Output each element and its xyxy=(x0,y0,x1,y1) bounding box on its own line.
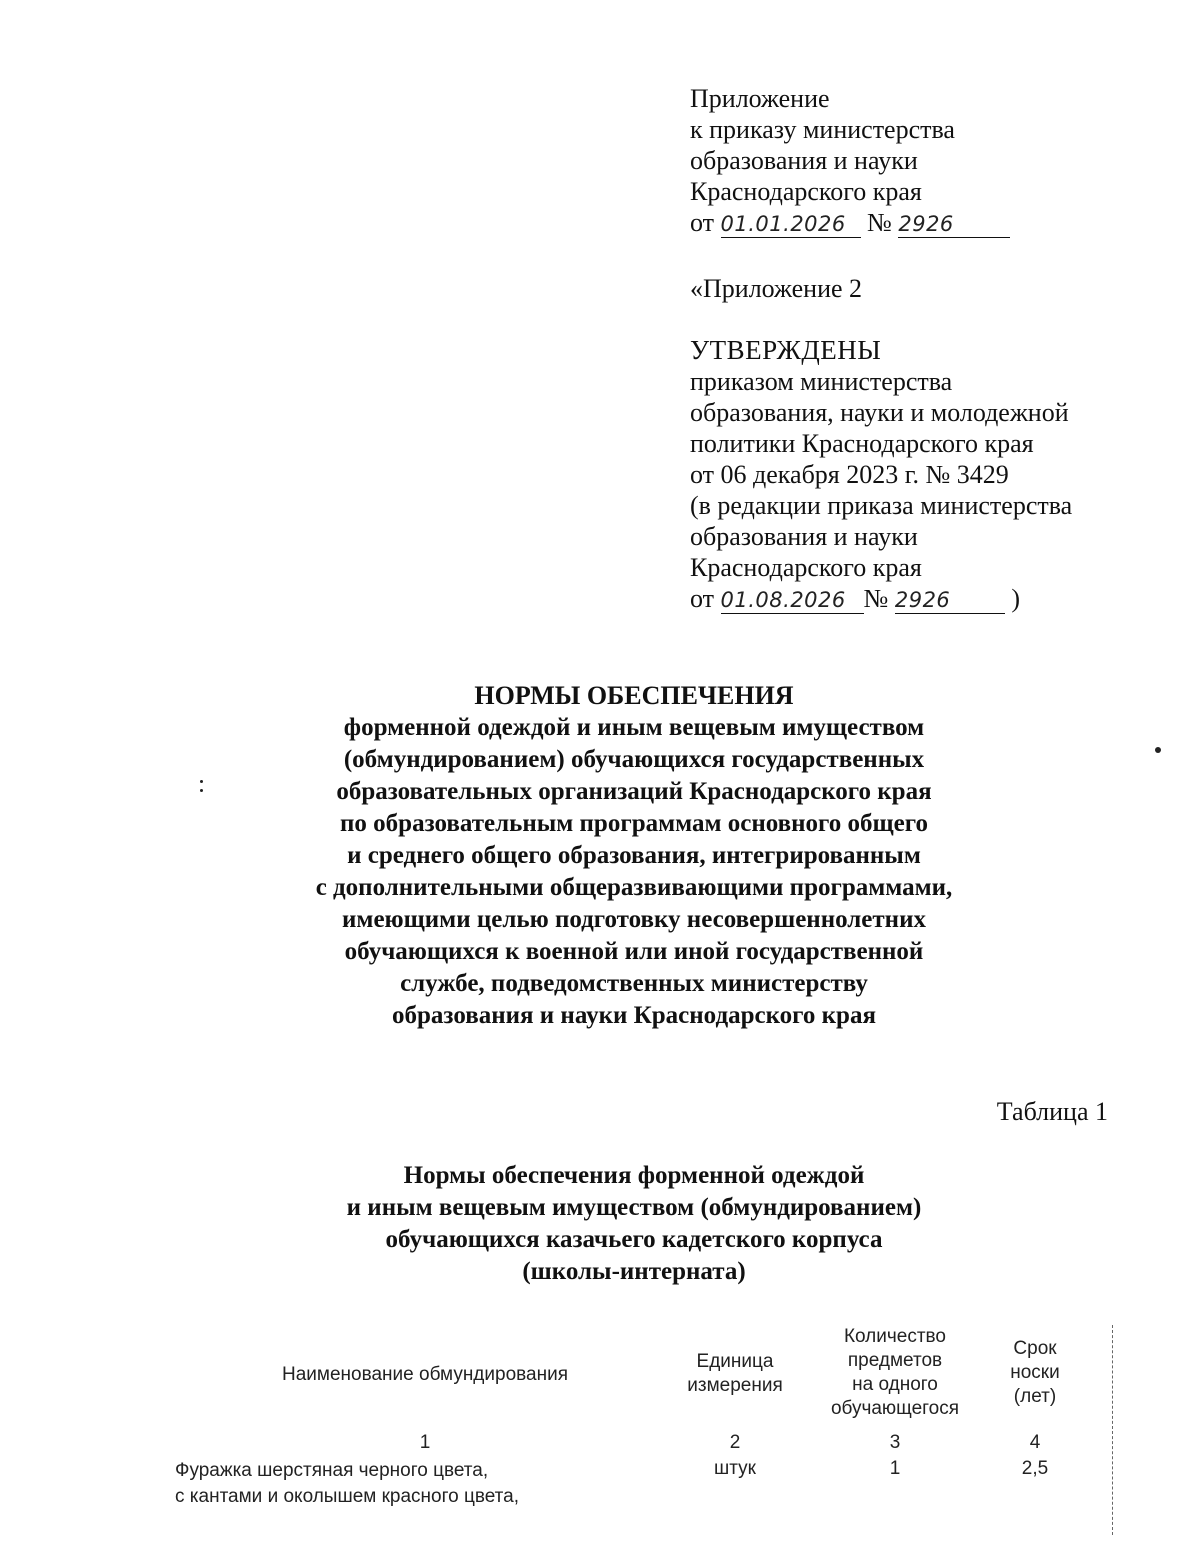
document-title xyxy=(200,680,1068,1032)
header-text: Наименование обмундирования xyxy=(282,1364,568,1385)
item-name xyxy=(175,1458,675,1510)
header-unit xyxy=(670,1350,800,1398)
header-text: носки xyxy=(1010,1362,1060,1383)
approved-line: политики Краснодарского края xyxy=(690,429,1034,458)
header-text: на одного xyxy=(852,1374,938,1395)
appendix-line: образования и науки xyxy=(690,146,918,175)
approved-block xyxy=(690,335,1072,614)
number-prefix: № xyxy=(867,208,892,237)
table-title xyxy=(200,1160,1068,1288)
title-line: обучающихся к военной или иной государственной xyxy=(344,938,924,965)
title-line: и среднего общего образования, интегрированным xyxy=(347,842,921,869)
table-title-line: (школы-интерната) xyxy=(522,1258,746,1285)
handwritten-number: 2926 xyxy=(898,212,954,236)
appendix-2-label: «Приложение 2 xyxy=(690,274,863,303)
item-quantity: 1 xyxy=(889,1458,901,1479)
item-unit: штук xyxy=(714,1458,756,1479)
table-row xyxy=(175,1458,1095,1518)
column-numbers-row xyxy=(175,1432,1095,1458)
approved-line: от 06 декабря 2023 г. № 3429 xyxy=(690,460,1009,489)
appendix-line: Краснодарского края xyxy=(690,177,922,206)
title-line: (обмундированием) обучающихся государственных xyxy=(343,746,925,773)
item-name-line: с кантами и околышем красного цвета, xyxy=(175,1486,520,1507)
column-number: 3 xyxy=(889,1432,901,1453)
handwritten-date: 01.08.2026 xyxy=(720,588,846,612)
scan-speck xyxy=(200,780,203,783)
date-prefix: от xyxy=(690,208,715,237)
date-prefix: от xyxy=(690,584,715,613)
title-line: образования и науки Краснодарского края xyxy=(392,1002,876,1029)
approved-line: приказом министерства xyxy=(690,367,953,396)
scan-speck xyxy=(1155,747,1161,753)
header-text: Срок xyxy=(1013,1338,1057,1359)
title-line: службе, подведомственных министерству xyxy=(400,970,868,997)
table-header xyxy=(175,1322,1095,1432)
title-line: имеющими целью подготовку несовершеннолетних xyxy=(342,906,926,933)
table-number: Таблица 1 xyxy=(996,1097,1108,1126)
number-prefix: № xyxy=(863,584,889,613)
approved-date-line xyxy=(690,583,1072,614)
header-term xyxy=(995,1337,1075,1409)
header-text: Количество xyxy=(843,1326,947,1347)
approved-line: образования и науки xyxy=(690,522,918,551)
item-term: 2,5 xyxy=(1021,1458,1049,1479)
header-text: Единица xyxy=(696,1351,774,1372)
column-number: 4 xyxy=(1029,1432,1041,1453)
scan-edge-line xyxy=(1112,1325,1113,1535)
title-main: НОРМЫ ОБЕСПЕЧЕНИЯ xyxy=(474,681,794,710)
title-line: форменной одеждой и иным вещевым имуществом xyxy=(343,714,925,741)
header-text: предметов xyxy=(847,1350,943,1371)
item-name-line: Фуражка шерстяная черного цвета, xyxy=(175,1460,489,1481)
header-quantity xyxy=(805,1325,985,1421)
norms-table xyxy=(175,1322,1095,1518)
column-number: 1 xyxy=(419,1432,431,1453)
handwritten-number: 2926 xyxy=(894,588,951,612)
appendix-block xyxy=(690,83,1010,238)
approved-line: (в редакции приказа министерства xyxy=(690,491,1073,520)
appendix-line: к приказу министерства xyxy=(690,115,955,144)
closing-paren: ) xyxy=(1011,584,1021,613)
title-line: по образовательным программам основного общего xyxy=(340,810,928,837)
approved-line: Краснодарского края xyxy=(690,553,922,582)
appendix-line: Приложение xyxy=(690,84,830,113)
title-line: образовательных организаций Краснодарского края xyxy=(336,778,932,805)
handwritten-date: 01.01.2026 xyxy=(720,212,846,236)
appendix-date-line xyxy=(690,207,1010,238)
scan-speck xyxy=(200,789,203,792)
table-title-line: и иным вещевым имуществом (обмундированием) xyxy=(346,1194,922,1221)
header-text: обучающегося xyxy=(830,1398,960,1419)
approved-line: образования, науки и молодежной xyxy=(690,398,1069,427)
column-number: 2 xyxy=(729,1432,741,1453)
header-text: (лет) xyxy=(1013,1386,1057,1407)
header-text: измерения xyxy=(687,1375,783,1396)
title-line: с дополнительными общеразвивающими программами, xyxy=(315,874,953,901)
approved-heading: УТВЕРЖДЕНЫ xyxy=(690,335,882,365)
table-title-line: Нормы обеспечения форменной одеждой xyxy=(403,1162,865,1189)
header-name xyxy=(175,1363,675,1387)
table-title-line: обучающихся казачьего кадетского корпуса xyxy=(385,1226,883,1253)
